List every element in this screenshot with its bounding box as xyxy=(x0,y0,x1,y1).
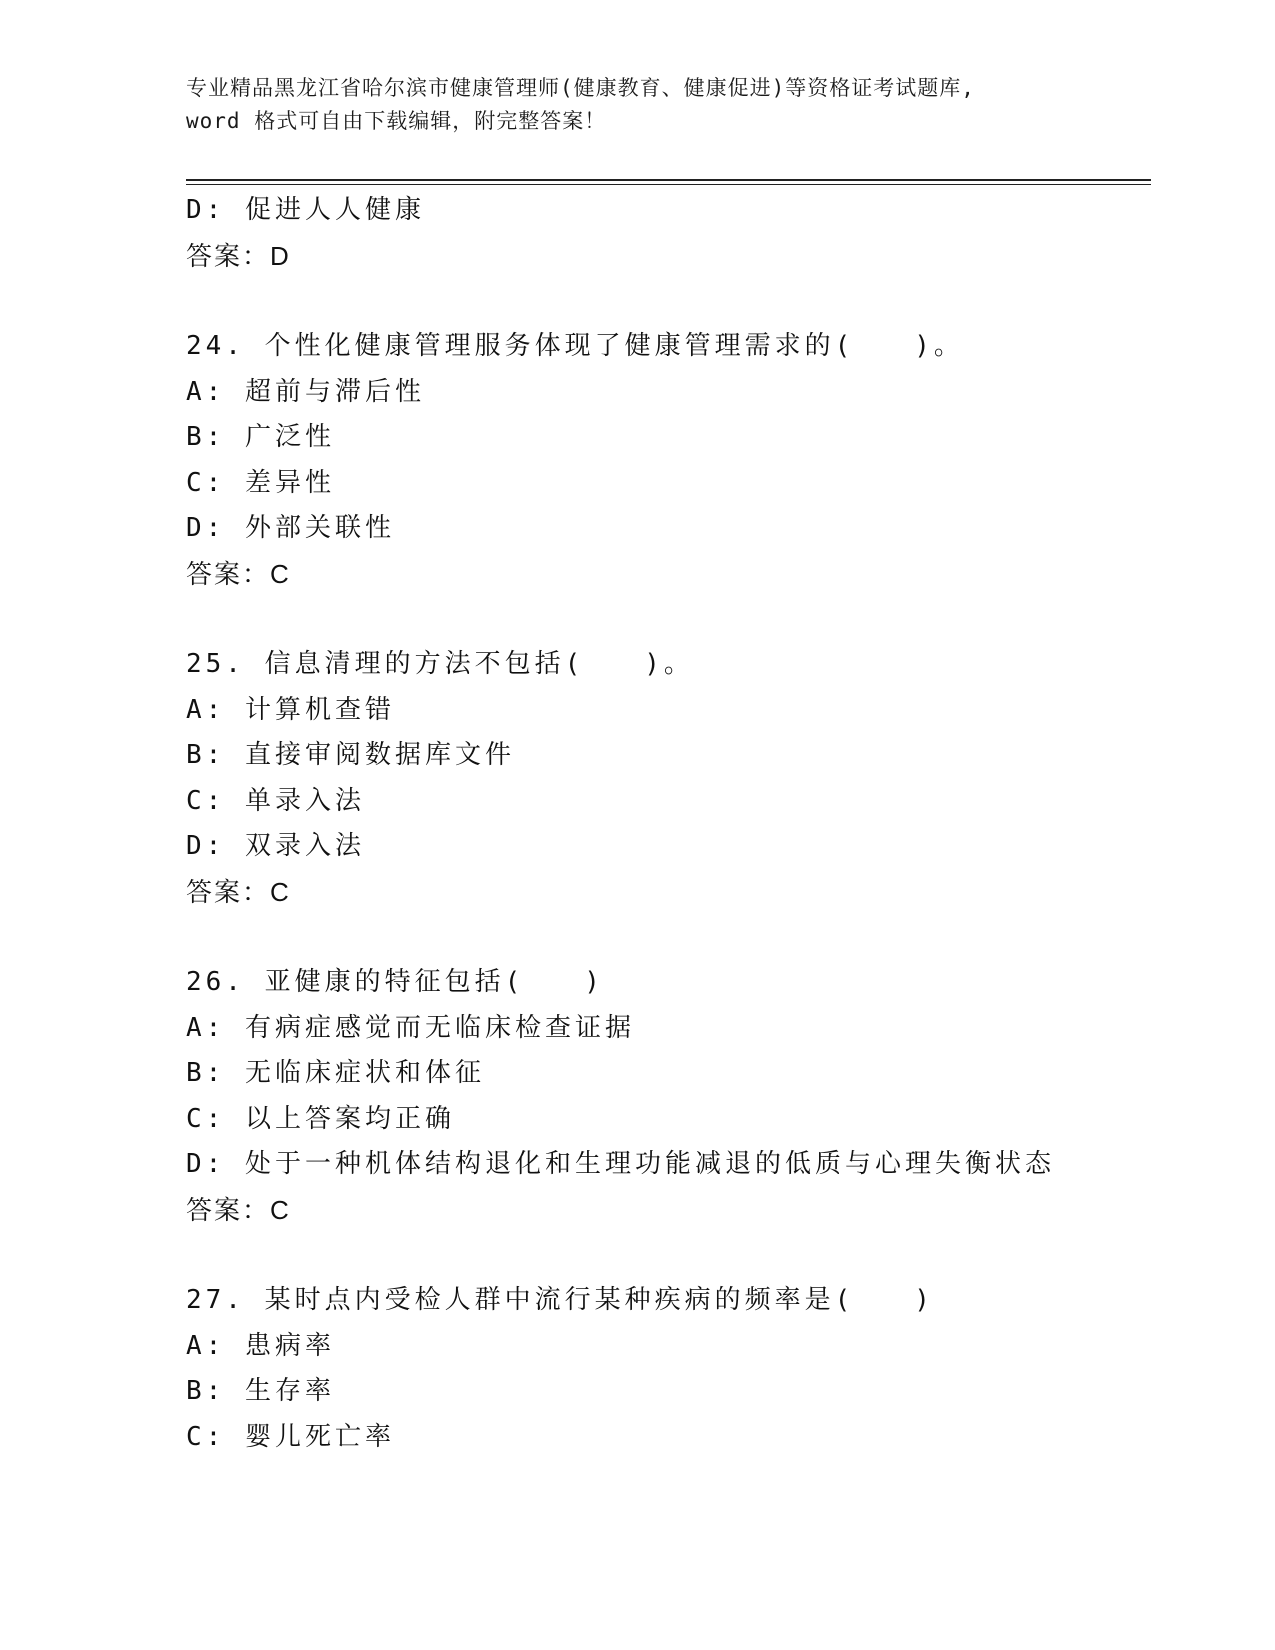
header-rule-thin xyxy=(186,184,1151,185)
header-title-line-1: 专业精品黑龙江省哈尔滨市健康管理师(健康教育、健康促进)等资格证考试题库, xyxy=(186,76,975,100)
option-a: A: 患病率 xyxy=(186,1330,335,1361)
document-header xyxy=(186,72,1086,138)
option-b: B: 广泛性 xyxy=(186,422,335,452)
option-c: C: 婴儿死亡率 xyxy=(186,1421,395,1452)
option-b: B: 生存率 xyxy=(186,1376,335,1406)
question-spacer xyxy=(186,1233,1166,1278)
option-c: C: 差异性 xyxy=(186,467,335,498)
question-stem: 25. 信息清理的方法不包括( )。 xyxy=(186,649,694,679)
question-26 xyxy=(186,960,1166,1233)
header-rule-thick xyxy=(186,179,1151,181)
option-b: B: 直接审阅数据库文件 xyxy=(186,740,515,770)
prev-question-option-d: D: 促进人人健康 xyxy=(186,195,425,225)
option-d: D: 双录入法 xyxy=(186,831,365,861)
answer-line: 答案：C xyxy=(186,558,291,589)
option-d: D: 处于一种机体结构退化和生理功能减退的低质与心理失衡状态 xyxy=(186,1149,1055,1179)
answer-line: 答案：C xyxy=(186,1194,291,1225)
header-title-line-2: word 格式可自由下载编辑，附完整答案！ xyxy=(186,109,607,133)
option-d: D: 外部关联性 xyxy=(186,513,395,543)
prev-question-answer: 答案：D xyxy=(186,240,291,271)
option-c: C: 以上答案均正确 xyxy=(186,1103,455,1134)
answer-line: 答案：C xyxy=(186,876,291,907)
option-a: A: 计算机查错 xyxy=(186,694,395,725)
option-a: A: 超前与滞后性 xyxy=(186,376,425,407)
question-stem: 24. 个性化健康管理服务体现了健康管理需求的( )。 xyxy=(186,331,964,361)
option-b: B: 无临床症状和体征 xyxy=(186,1058,485,1088)
option-a: A: 有病症感觉而无临床检查证据 xyxy=(186,1012,635,1043)
option-c: C: 单录入法 xyxy=(186,785,365,816)
question-stem: 26. 亚健康的特征包括( ) xyxy=(186,967,604,997)
question-25 xyxy=(186,642,1166,915)
question-24 xyxy=(186,324,1166,597)
question-spacer xyxy=(186,915,1166,960)
question-spacer xyxy=(186,279,1166,324)
question-list xyxy=(186,188,1166,1460)
question-stem: 27. 某时点内受检人群中流行某种疾病的频率是( ) xyxy=(186,1285,934,1315)
question-27 xyxy=(186,1278,1166,1460)
question-spacer xyxy=(186,597,1166,642)
